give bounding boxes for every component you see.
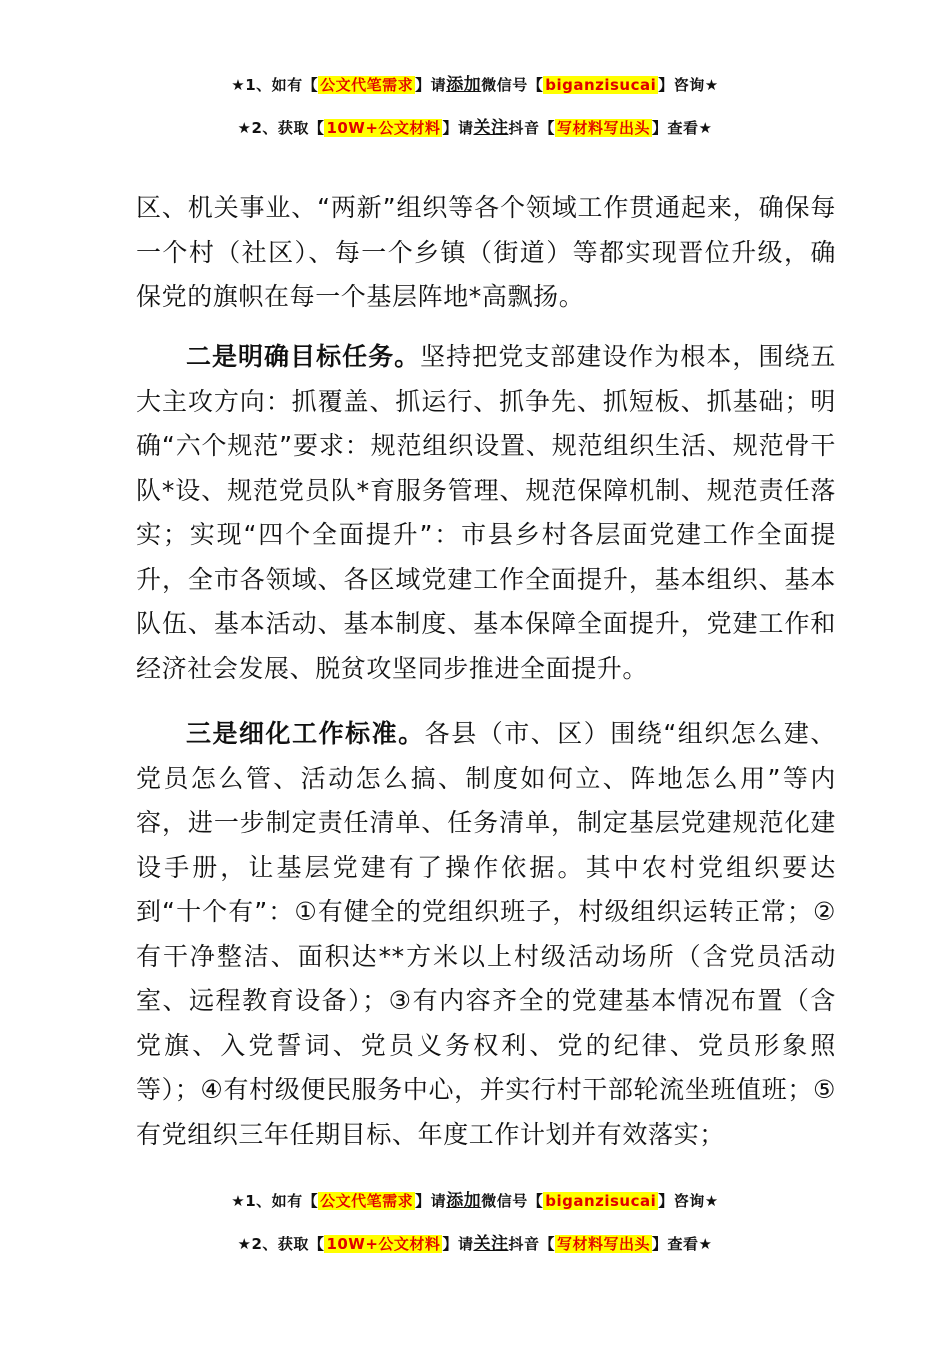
promo-text: 】请 bbox=[442, 1235, 474, 1253]
promo-text: 】请 bbox=[415, 76, 447, 94]
document-paragraph-1 bbox=[136, 186, 836, 320]
promo-highlight: biganzisucai bbox=[545, 76, 657, 94]
header-promo-line-2 bbox=[0, 113, 950, 138]
promo-highlight: 10W+公文材料 bbox=[326, 119, 441, 137]
promo-emphasis: 添加 bbox=[446, 1191, 482, 1211]
promo-prefix: ★2、获取【 bbox=[237, 1235, 325, 1253]
promo-highlight: biganzisucai bbox=[545, 1192, 657, 1210]
promo-prefix: ★1、如有【 bbox=[231, 76, 319, 94]
promo-suffix: 】咨询★ bbox=[658, 76, 719, 94]
promo-suffix: 】查看★ bbox=[651, 119, 713, 137]
promo-highlight: 公文代笔需求 bbox=[320, 76, 414, 94]
promo-suffix: 】咨询★ bbox=[658, 1192, 719, 1210]
promo-suffix: 】查看★ bbox=[651, 1235, 713, 1253]
promo-highlight: 写材料写出头 bbox=[556, 119, 650, 137]
document-paragraph-2 bbox=[136, 335, 836, 691]
paragraph-heading: 二是明确目标任务。 bbox=[186, 342, 421, 371]
paragraph-text: 区、机关事业、“两新”组织等各个领域工作贯通起来，确保每一个村（社区）、每一个乡镇（街道）等都实现晋位升级，确保党的旗帜在每一个基层阵地*高飘扬。 bbox=[136, 193, 836, 311]
promo-highlight: 公文代笔需求 bbox=[320, 1192, 414, 1210]
promo-emphasis: 关注 bbox=[473, 118, 509, 138]
header-promo-line-1 bbox=[0, 70, 950, 95]
promo-highlight: 10W+公文材料 bbox=[326, 1235, 441, 1253]
promo-emphasis: 添加 bbox=[446, 75, 482, 95]
promo-text: 】请 bbox=[415, 1192, 447, 1210]
promo-prefix: ★2、获取【 bbox=[237, 119, 325, 137]
promo-text: 微信号【 bbox=[481, 1192, 544, 1210]
promo-prefix: ★1、如有【 bbox=[231, 1192, 319, 1210]
document-paragraph-3 bbox=[136, 712, 836, 1157]
promo-emphasis: 关注 bbox=[473, 1234, 509, 1254]
footer-promo-line-1 bbox=[0, 1186, 950, 1211]
promo-text: 抖音【 bbox=[508, 119, 555, 137]
paragraph-heading: 三是细化工作标准。 bbox=[186, 719, 425, 748]
promo-text: 抖音【 bbox=[508, 1235, 555, 1253]
promo-highlight: 写材料写出头 bbox=[556, 1235, 650, 1253]
footer-promo-line-2 bbox=[0, 1229, 950, 1254]
promo-text: 】请 bbox=[442, 119, 474, 137]
paragraph-text: 坚持把党支部建设作为根本，围绕五大主攻方向：抓覆盖、抓运行、抓争先、抓短板、抓基础；明确“六个规范”要求：规范组织设置、规范组织生活、规范骨干队*设、规范党员队*育服务管理、规范保障机制、规范责任落实；实现“四个全面提升”：市县乡村各层面党建工作全面提升，全市各领域、各区域党建工作全面提升，基本组织、基本队伍、基本活动、基本制度、基本保障全面提升，党建工作和经济社会发展、脱贫攻坚同步推进全面提升。 bbox=[136, 342, 836, 683]
promo-text: 微信号【 bbox=[481, 76, 544, 94]
paragraph-text: 各县（市、区）围绕“组织怎么建、党员怎么管、活动怎么搞、制度如何立、阵地怎么用”等内容，进一步制定责任清单、任务清单，制定基层党建规范化建设手册，让基层党建有了操作依据。其中农村党组织要达到“十个有”：①有健全的党组织班子，村级组织运转正常；②有干净整洁、面积达**方米以上村级活动场所（含党员活动室、远程教育设备）；③有内容齐全的党建基本情况布置（含党旗、入党誓词、党员义务权利、党的纪律、党员形象照等）；④有村级便民服务中心，并实行村干部轮流坐班值班；⑤有党组织三年任期目标、年度工作计划并有效落实； bbox=[136, 719, 836, 1149]
